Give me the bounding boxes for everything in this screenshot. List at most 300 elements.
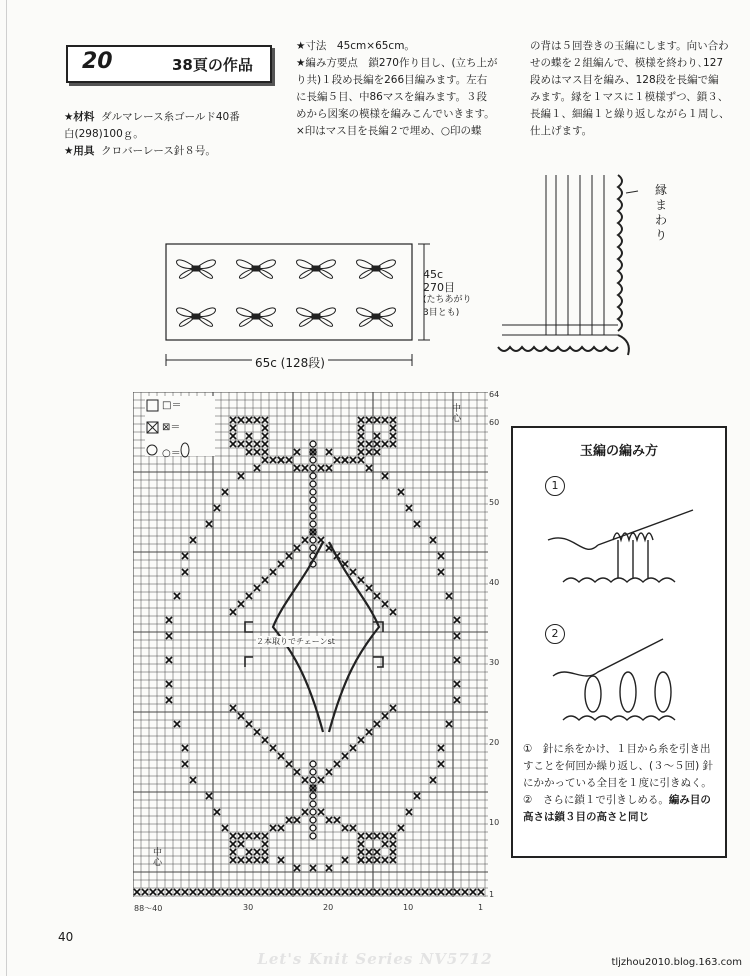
filled-mesh-cross [278,825,284,831]
instruction-line: ×印はマス目を長編２で埋め、○印の蝶 [296,125,482,137]
filled-mesh-cross [326,449,332,455]
filled-mesh-cross [390,833,396,839]
puff-stitch-title: 玉編の編み方 [579,444,658,459]
col-tick: 20 [323,903,334,912]
materials-line2: 白(298)100ｇ。 [64,128,144,140]
filled-mesh-cross [438,889,444,895]
filled-mesh-cross [310,889,316,895]
butterfly-body [312,266,320,271]
filled-mesh-cross [446,889,452,895]
filled-mesh-cross [286,817,292,823]
row-tick: 40 [489,578,500,587]
filled-mesh-cross [398,889,404,895]
filled-mesh-cross [254,465,260,471]
materials-line1: ★材料 ダルマレース糸ゴールド40番 [64,111,240,123]
filled-mesh-cross [358,417,364,423]
filled-mesh-cross [366,585,372,591]
filled-mesh-cross [318,777,324,783]
filled-mesh-cross [390,425,396,431]
filled-mesh-cross [214,505,220,511]
stitch-label: 270目 [423,281,455,294]
filled-mesh-cross [238,713,244,719]
filled-mesh-cross [246,441,252,447]
filled-mesh-cross [302,777,308,783]
filled-mesh-cross [382,601,388,607]
filled-mesh-cross [326,769,332,775]
puff-stitch-circle [310,521,316,527]
filled-mesh-cross [254,585,260,591]
filled-mesh-cross [358,449,364,455]
butterfly-body [252,266,260,271]
filled-mesh-cross [198,889,204,895]
pattern-number: 20 [82,49,113,74]
filled-mesh-cross [326,889,332,895]
filled-mesh-cross [374,417,380,423]
instruction-line: みます。縁を１マスに１模様ずつ、鎖３、 [530,91,729,103]
filled-mesh-cross [358,433,364,439]
filled-mesh-cross [238,833,244,839]
filled-mesh-cross [150,889,156,895]
filled-mesh-cross [350,745,356,751]
instruction-line: せの蝶を２組編んで、模様を終わり､127 [530,57,724,69]
filled-mesh-cross [414,793,420,799]
filled-mesh-cross [342,889,348,895]
filled-mesh-cross [206,521,212,527]
filled-mesh-cross [374,449,380,455]
filled-mesh-cross [286,761,292,767]
filled-mesh-cross [246,857,252,863]
filled-mesh-cross [262,857,268,863]
instruction-line: めから図案の模様を編みこんでいきます。 [296,108,495,120]
filled-mesh-cross [430,777,436,783]
filled-mesh-cross [294,769,300,775]
filled-mesh-cross [438,569,444,575]
filled-mesh-cross [230,841,236,847]
filled-mesh-cross [342,857,348,863]
col-tick-prefix: 88〜40 [134,904,163,913]
filled-mesh-cross [262,849,268,855]
col-tick: 30 [243,903,254,912]
filled-mesh-cross [446,721,452,727]
filled-mesh-cross [382,441,388,447]
filled-mesh-cross [366,449,372,455]
puff-stitch-circle [310,809,316,815]
instruction-line: に長編５目、中86マスを編みます。３段 [296,91,488,103]
filled-mesh-cross [390,433,396,439]
row-tick: 50 [489,498,500,507]
filled-mesh-cross [334,889,340,895]
puff-stitch-circle [310,801,316,807]
puff-stitch-circle [310,825,316,831]
row-tick: 60 [489,418,500,427]
filled-mesh-cross [286,889,292,895]
puff-stitch-circle [310,489,316,495]
row-tick: 64 [489,390,500,399]
filled-mesh-cross [174,721,180,727]
filled-mesh-cross [454,681,460,687]
filled-mesh-cross [246,721,252,727]
filled-mesh-cross [382,889,388,895]
filled-mesh-cross [230,425,236,431]
filled-mesh-cross [454,697,460,703]
center-label-bottom: 中心 [153,848,163,868]
filled-mesh-cross [230,609,236,615]
row-tick: 30 [489,658,500,667]
filled-mesh-cross [334,817,340,823]
filled-mesh-cross [470,889,476,895]
note-label-2: 3目とも) [423,308,460,318]
height-label: 45c [423,268,444,281]
filled-mesh-cross [350,569,356,575]
filled-mesh-cross [254,833,260,839]
filled-mesh-cross [166,889,172,895]
width-label: 65c (128段) [252,354,328,371]
filled-mesh-cross [422,889,428,895]
filled-mesh-cross [478,889,484,895]
filled-mesh-cross [390,417,396,423]
filled-mesh-cross [318,465,324,471]
filled-mesh-cross [430,889,436,895]
filled-mesh-cross [254,441,260,447]
filled-mesh-cross [286,457,292,463]
filled-mesh-cross [254,449,260,455]
filled-mesh-cross [358,889,364,895]
filled-mesh-cross [366,465,372,471]
filled-mesh-cross [278,561,284,567]
filled-mesh-cross [222,825,228,831]
pattern-title: 38頁の作品 [172,56,253,74]
filet-chart [133,392,493,902]
filled-mesh-cross [454,889,460,895]
filled-mesh-cross [358,457,364,463]
filled-mesh-cross [334,457,340,463]
instruction-line: り共)１段め長編を266目編みます。左右 [296,74,488,86]
filled-mesh-cross [374,849,380,855]
filled-mesh-cross [182,569,188,575]
filled-mesh-cross [358,737,364,743]
filled-mesh-cross [454,633,460,639]
filled-mesh-cross [262,737,268,743]
filled-mesh-cross [374,833,380,839]
filled-mesh-cross [382,417,388,423]
butterfly-body [372,314,380,319]
filled-mesh-cross [350,825,356,831]
legend-cross: ⊠＝ [162,422,181,433]
filled-mesh-cross [366,889,372,895]
filled-mesh-cross [438,553,444,559]
filled-mesh-cross [390,849,396,855]
filled-mesh-cross [166,617,172,623]
filled-mesh-cross [262,577,268,583]
filled-mesh-cross [214,809,220,815]
filled-mesh-cross [262,889,268,895]
butterfly-body [372,266,380,271]
filled-mesh-cross [366,857,372,863]
filled-mesh-cross [390,857,396,863]
filled-mesh-cross [326,865,332,871]
filled-mesh-cross [190,537,196,543]
note-label-1: (たちあがり [423,295,472,305]
filled-mesh-cross [374,593,380,599]
filled-mesh-cross [182,761,188,767]
filled-mesh-cross [454,617,460,623]
filled-mesh-cross [406,809,412,815]
layout-dimensions [423,268,472,320]
filled-mesh-cross [182,745,188,751]
puff-stitch-circle [310,481,316,487]
source-url: tljzhou2010.blog.163.com [611,957,742,968]
filled-mesh-cross [230,433,236,439]
filled-mesh-cross [270,457,276,463]
filled-mesh-cross [406,505,412,511]
filled-mesh-cross [382,857,388,863]
filled-mesh-cross [230,705,236,711]
filled-mesh-cross [254,417,260,423]
filled-mesh-cross [182,889,188,895]
instruction-line: 段めはマス目を編み、128段を長編で編 [530,74,719,86]
filled-mesh-cross [358,833,364,839]
filled-mesh-cross [358,849,364,855]
filled-mesh-cross [366,833,372,839]
filled-mesh-cross [390,705,396,711]
filled-mesh-cross [238,441,244,447]
filled-mesh-cross [374,433,380,439]
puff-stitch-circle [310,833,316,839]
filled-mesh-cross [246,833,252,839]
filled-mesh-cross [342,825,348,831]
filled-mesh-cross [230,441,236,447]
filled-mesh-cross [358,841,364,847]
filled-mesh-cross [230,833,236,839]
puff-stitch-circle [310,793,316,799]
filled-mesh-cross [294,545,300,551]
filled-mesh-cross [270,825,276,831]
puff-stitch-circle [310,457,316,463]
filled-mesh-cross [246,449,252,455]
puff-stitch-circle [310,513,316,519]
filled-mesh-cross [294,465,300,471]
filled-mesh-cross [222,489,228,495]
instruction-line: ★寸法 45cm×65cm。 [296,40,415,52]
filled-mesh-cross [302,809,308,815]
puff-stitch-circle [310,537,316,543]
filled-mesh-cross [438,761,444,767]
filled-mesh-cross [390,889,396,895]
series-footer: Let's Knit Series NV5712 [257,950,493,968]
instructions-column-2 [530,38,730,140]
pattern-title-box [66,45,272,83]
puff-stitch-circle [310,777,316,783]
filled-mesh-cross [342,753,348,759]
filled-mesh-cross [358,857,364,863]
filled-mesh-cross [286,553,292,559]
filled-mesh-cross [158,889,164,895]
puff-stitch-circle [310,817,316,823]
filled-mesh-cross [262,833,268,839]
filled-mesh-cross [254,849,260,855]
filled-mesh-cross [262,417,268,423]
puff-step-1-illustration [543,500,713,590]
filled-mesh-cross [302,889,308,895]
tools-line: ★用具 クロバーレース針８号。 [64,145,216,157]
filled-mesh-cross [262,449,268,455]
filled-mesh-cross [142,889,148,895]
filled-mesh-cross [134,889,140,895]
instruction-line: の背は５回巻きの玉編にします。向い合わ [530,40,729,52]
row-tick: 20 [489,738,500,747]
step-2-marker: 2 [545,624,565,644]
puff-stitch-description: ① 針に糸をかけ、１目から糸を引き出すことを何回か繰り返し、(３〜５回) 針にかかっている全目を１度に引きぬく。② さらに鎖１で引きしめる。編み目の高さは鎖３目の高さと同じ [523,743,714,823]
filled-mesh-cross [342,457,348,463]
filled-mesh-cross [238,889,244,895]
filled-mesh-cross [182,553,188,559]
filled-mesh-cross [382,841,388,847]
col-tick: 1 [478,903,484,912]
row-tick: 1 [489,890,495,899]
filled-mesh-cross [222,889,228,895]
filled-mesh-cross [278,753,284,759]
instruction-line: 仕上げます。 [530,125,593,137]
puff-stitch-circle [310,497,316,503]
filled-mesh-cross [374,889,380,895]
filled-mesh-cross [262,457,268,463]
filled-mesh-cross [302,537,308,543]
filled-mesh-cross [406,889,412,895]
filled-mesh-cross [390,441,396,447]
instruction-line: 長編１、細編１と繰り返しながら１周し、 [530,108,730,120]
puff-stitch-circle [310,465,316,471]
filled-mesh-cross [230,889,236,895]
filled-mesh-cross [390,609,396,615]
filled-mesh-cross [334,761,340,767]
filled-mesh-cross [254,857,260,863]
filled-mesh-cross [190,777,196,783]
puff-stitch-circle [310,545,316,551]
filled-mesh-cross [374,857,380,863]
filled-mesh-cross [414,521,420,527]
filled-mesh-cross [238,473,244,479]
puff-step-2-illustration [543,634,713,724]
filled-mesh-cross [366,729,372,735]
filled-mesh-cross [358,441,364,447]
filled-mesh-cross [318,889,324,895]
filled-mesh-cross [294,817,300,823]
filled-mesh-cross [238,601,244,607]
filled-mesh-cross [174,889,180,895]
filled-mesh-cross [438,745,444,751]
puff-stitch-box [511,426,727,858]
filled-mesh-cross [310,865,316,871]
filled-mesh-cross [374,441,380,447]
puff-stitch-circle [310,505,316,511]
filled-mesh-cross [294,865,300,871]
filled-mesh-cross [398,825,404,831]
step-1-marker: 1 [545,476,565,496]
filled-mesh-cross [262,441,268,447]
filled-mesh-cross [350,889,356,895]
filled-mesh-cross [246,593,252,599]
filled-mesh-cross [414,889,420,895]
filled-mesh-cross [294,889,300,895]
filled-mesh-cross [318,809,324,815]
filled-mesh-cross [270,569,276,575]
chain-note: ２本取りでチェーンst [256,637,335,646]
butterfly-body [192,314,200,319]
filled-mesh-cross [302,465,308,471]
legend-square: □＝ [162,400,182,411]
filled-mesh-cross [206,889,212,895]
filled-mesh-cross [262,841,268,847]
filled-mesh-cross [454,657,460,663]
puff-stitch-circle [310,473,316,479]
butterfly-body [252,314,260,319]
filled-mesh-cross [190,889,196,895]
row-tick: 10 [489,818,500,827]
filled-mesh-cross [238,417,244,423]
filled-mesh-cross [278,457,284,463]
filled-mesh-cross [382,473,388,479]
filled-mesh-cross [374,721,380,727]
filled-mesh-cross [174,593,180,599]
filled-mesh-cross [166,633,172,639]
filled-mesh-cross [366,849,372,855]
puff-stitch-circle [310,441,316,447]
filled-mesh-cross [166,697,172,703]
filled-mesh-cross [326,465,332,471]
filled-mesh-cross [230,849,236,855]
filled-mesh-cross [350,457,356,463]
filled-mesh-cross [358,577,364,583]
center-label-top: 中心 [452,404,462,424]
filled-mesh-cross [278,889,284,895]
filled-mesh-cross [366,417,372,423]
filled-mesh-cross [278,857,284,863]
filled-mesh-cross [358,425,364,431]
filled-mesh-cross [246,849,252,855]
page-number: 40 [58,930,74,944]
filled-mesh-cross [270,745,276,751]
filled-mesh-cross [238,857,244,863]
filled-mesh-cross [366,441,372,447]
filled-mesh-cross [398,489,404,495]
legend-circle: ○＝ [162,448,181,459]
filled-mesh-cross [262,425,268,431]
filled-mesh-cross [214,889,220,895]
col-tick: 10 [403,903,414,912]
filled-mesh-cross [254,729,260,735]
filled-mesh-cross [390,841,396,847]
filled-mesh-cross [230,857,236,863]
filled-mesh-cross [206,793,212,799]
butterfly-body [192,266,200,271]
butterfly-body [312,314,320,319]
filled-mesh-cross [246,417,252,423]
filled-mesh-cross [382,833,388,839]
filled-mesh-cross [446,593,452,599]
filled-mesh-cross [430,537,436,543]
filled-mesh-cross [254,889,260,895]
instruction-line: ★編み方要点 鎖270作り目し、(立ち上が [296,57,498,69]
filled-mesh-cross [246,433,252,439]
filled-mesh-cross [166,681,172,687]
puff-stitch-circle [310,761,316,767]
filled-mesh-cross [166,657,172,663]
filled-mesh-cross [462,889,468,895]
filled-mesh-cross [246,889,252,895]
filled-mesh-cross [270,889,276,895]
filled-mesh-cross [230,417,236,423]
filled-mesh-cross [238,841,244,847]
